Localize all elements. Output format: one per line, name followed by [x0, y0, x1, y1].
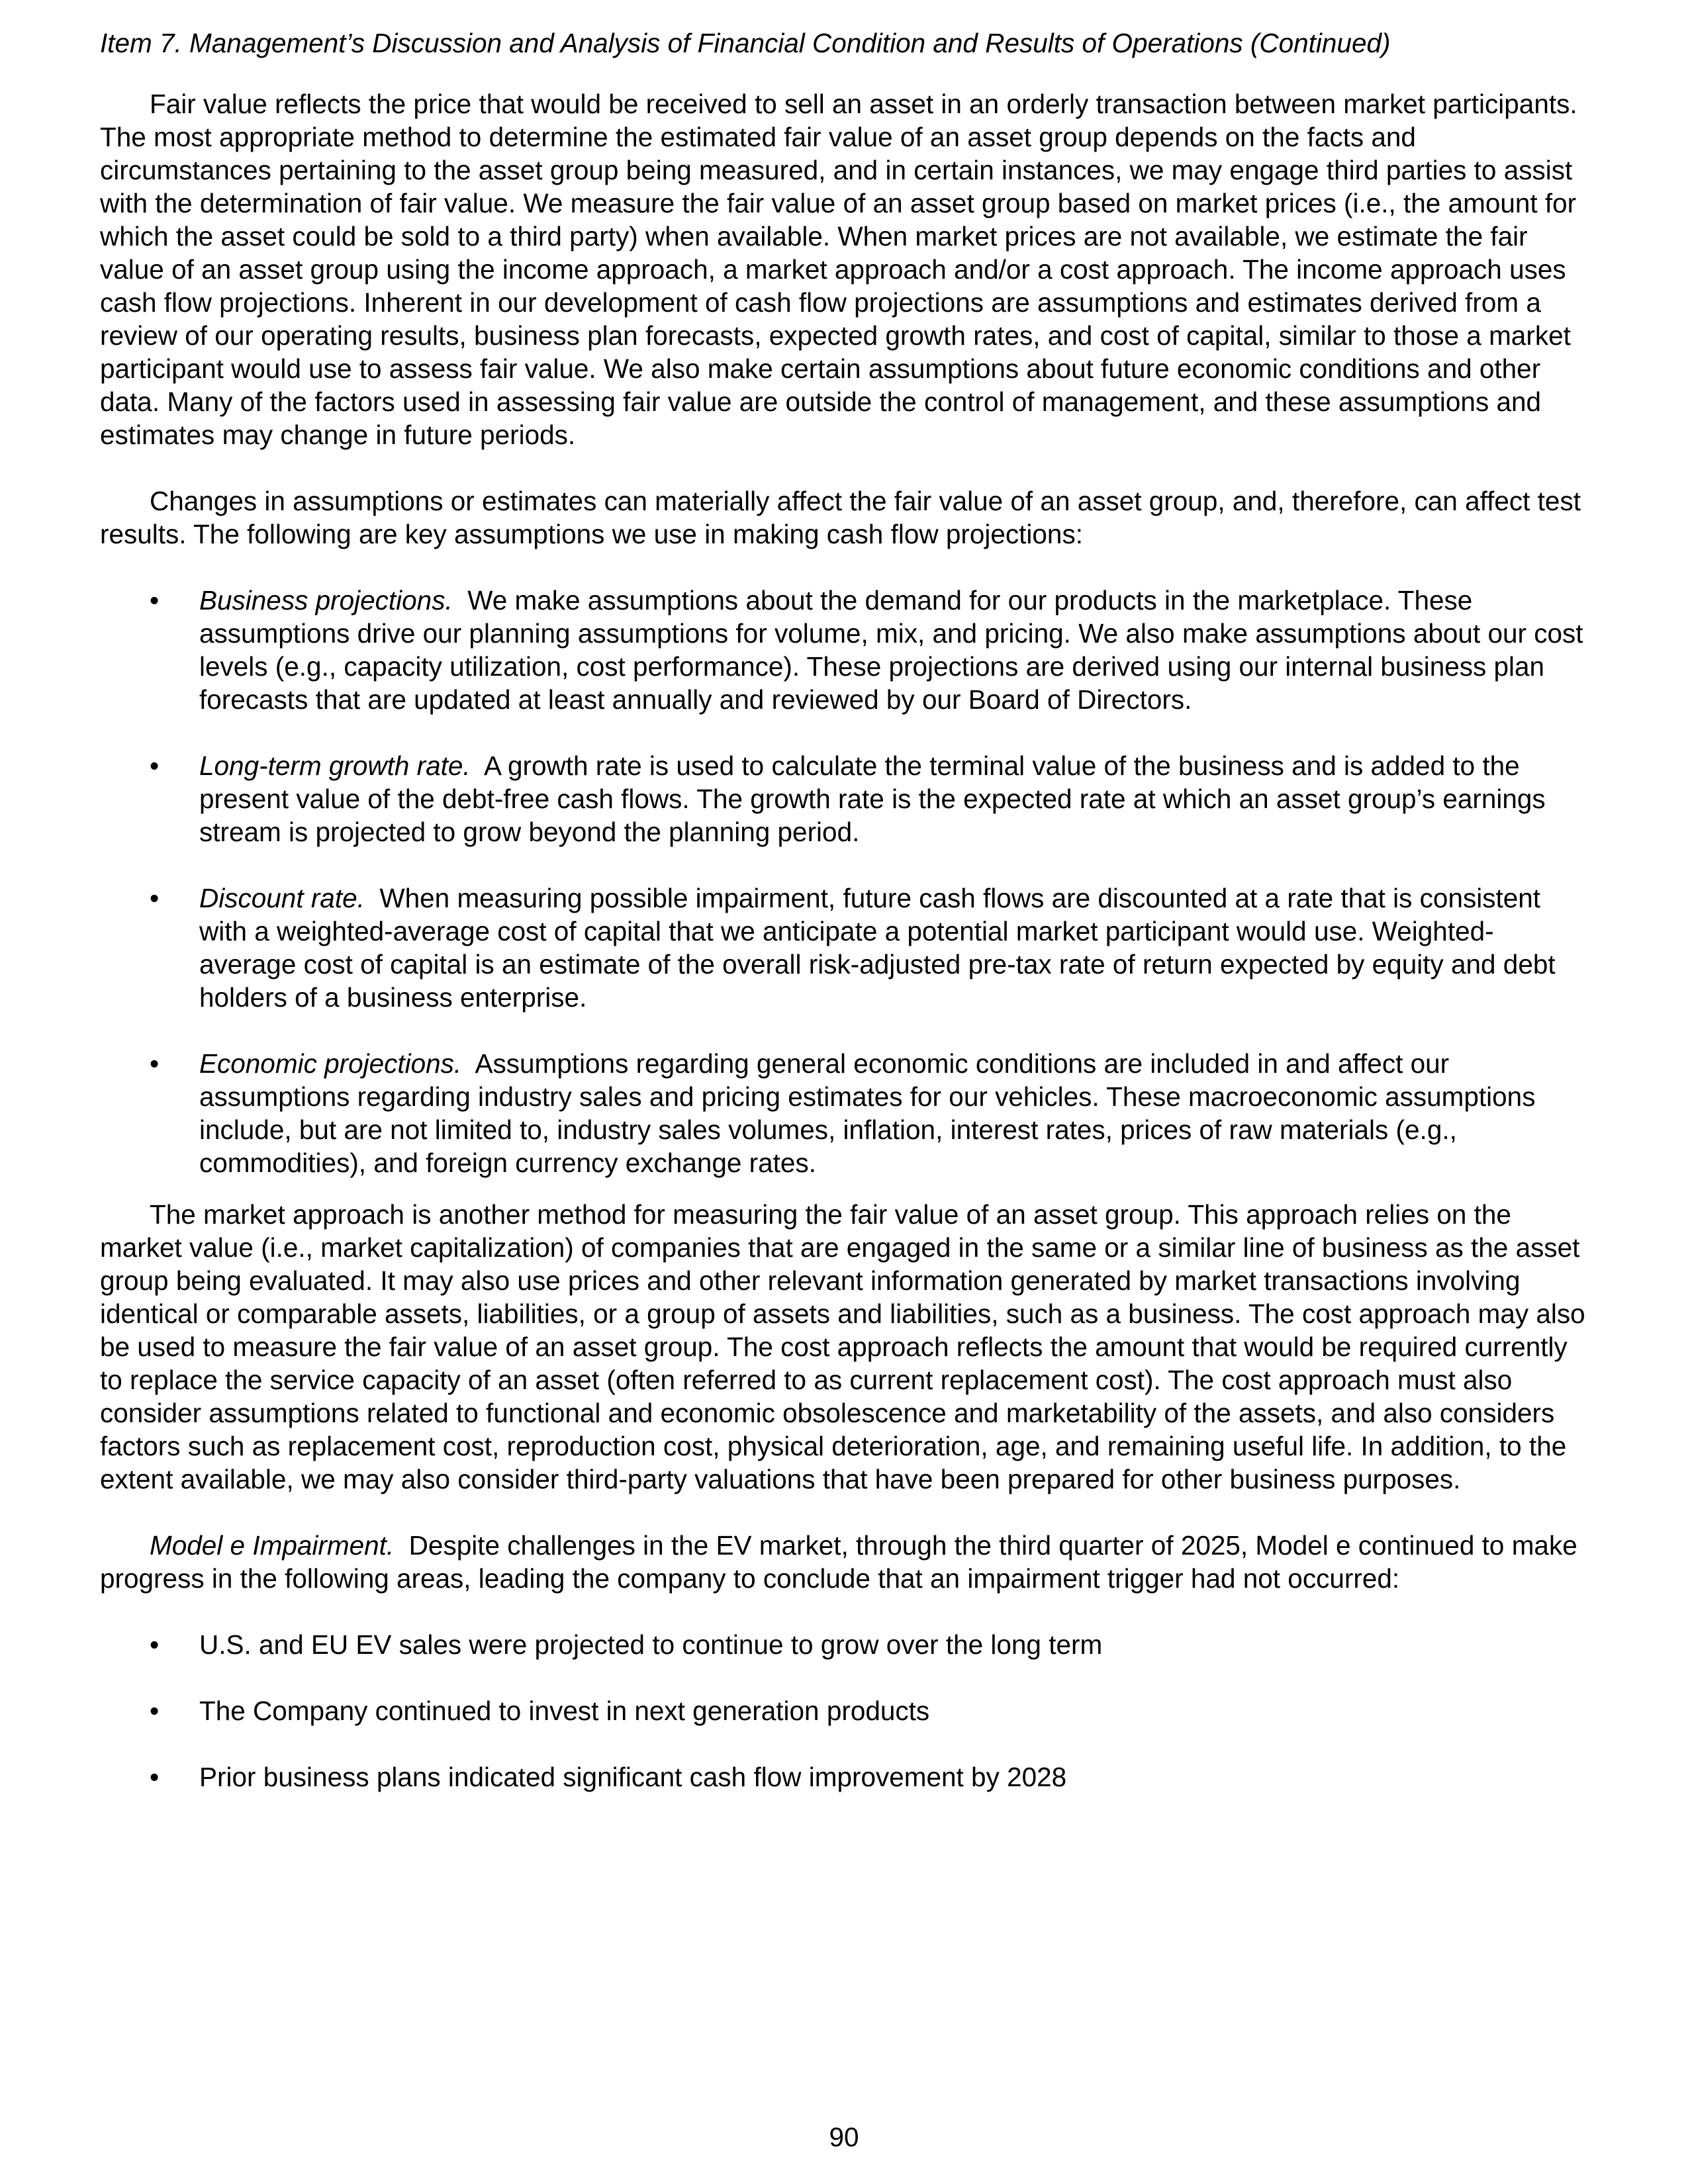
key-assumptions-list	[100, 584, 1589, 1179]
model-e-list	[100, 1628, 1589, 1794]
assumption-text: When measuring possible impairment, future cash flows are discounted at a rate that is consistent with a weighted-average cost of capital that we anticipate a potential market participant would use. Weighted-average cost of capital is an estimate of the overall risk-adjusted pre-tax rate of return expected by equity and debt holders of a business enterprise.	[199, 883, 1556, 1013]
list-item	[100, 584, 1589, 716]
assumption-term: Discount rate.	[199, 883, 365, 913]
assumptions-intro-paragraph: Changes in assumptions or estimates can materially affect the fair value of an asset group, and, therefore, can affect test results. The following are key assumptions we use in making cash flow projections:	[100, 486, 1581, 549]
list-item	[100, 1628, 1589, 1661]
bullet-glyph: •	[150, 1629, 160, 1660]
document-page	[100, 26, 1589, 1827]
model-e-bullet-text: U.S. and EU EV sales were projected to continue to grow over the long term	[199, 1629, 1103, 1660]
section-header: Item 7. Management’s Discussion and Analysis of Financial Condition and Results of Operations (Continued)	[100, 28, 1391, 58]
list-item	[100, 1760, 1589, 1794]
list-item	[100, 1694, 1589, 1727]
assumption-text: Assumptions regarding general economic conditions are included in and affect our assumptions regarding industry sales and pricing estimates for our vehicles. These macroeconomic assumptions include, but are not limited to, industry sales volumes, inflation, interest rates, prices of raw materials (e.g., commodities), and foreign currency exchange rates.	[199, 1048, 1536, 1178]
bullet-glyph: •	[150, 1696, 160, 1726]
bullet-glyph: •	[150, 1048, 160, 1079]
model-e-bullet-text: Prior business plans indicated significant cash flow improvement by 2028	[199, 1762, 1067, 1792]
assumption-term: Business projections.	[199, 585, 453, 615]
model-e-paragraph	[100, 1529, 1589, 1595]
list-item	[100, 882, 1589, 1014]
bullet-glyph: •	[150, 585, 160, 615]
assumption-term: Long-term growth rate.	[199, 751, 471, 781]
fair-value-paragraph: Fair value reflects the price that would be received to sell an asset in an orderly transaction between market participants. The most appropriate method to determine the estimated fair value of an asset group depends on the facts and circumstances pertaining to the asset group being measured, and in certain instances, we may engage third parties to assist with the determination of fair value. We measure the fair value of an asset group based on market prices (i.e., the amount for which the asset could be sold to a third party) when available. When market prices are not available, we estimate the fair value of an asset group using the income approach, a market approach and/or a cost approach. The income approach uses cash flow projections. Inherent in our development of cash flow projections are assumptions and estimates derived from a review of our operating results, business plan forecasts, expected growth rates, and cost of capital, similar to those a market participant would use to assess fair value. We also make certain assumptions about future economic conditions and other data. Many of the factors used in assessing fair value are outside the control of management, and these assumptions and estimates may change in future periods.	[100, 89, 1577, 450]
assumption-text: We make assumptions about the demand for our products in the marketplace. These assumptions drive our planning assumptions for volume, mix, and pricing. We also make assumptions about our cost levels (e.g., capacity utilization, cost performance). These projections are derived using our internal business plan forecasts that are updated at least annually and reviewed by our Board of Directors.	[199, 585, 1583, 715]
list-item	[100, 1047, 1589, 1179]
model-e-bullet-text: The Company continued to invest in next generation products	[199, 1696, 930, 1726]
list-item	[100, 749, 1589, 848]
model-e-text: Despite challenges in the EV market, through the third quarter of 2025, Model e continued to make progress in the following areas, leading the company to conclude that an impairment trigger had not occurred:	[100, 1530, 1577, 1594]
market-approach-paragraph: The market approach is another method for measuring the fair value of an asset group. This approach relies on the market value (i.e., market capitalization) of companies that are engaged in the same or a similar line of business as the asset group being evaluated. It may also use prices and other relevant information generated by market transactions involving identical or comparable assets, liabilities, or a group of assets and liabilities, such as a business. The cost approach may also be used to measure the fair value of an asset group. The cost approach reflects the amount that would be required currently to replace the service capacity of an asset (often referred to as current replacement cost). The cost approach must also consider assumptions related to functional and economic obsolescence and marketability of the assets, and also considers factors such as replacement cost, reproduction cost, physical deterioration, age, and remaining useful life. In addition, to the extent available, we may also consider third-party valuations that have been prepared for other business purposes.	[100, 1199, 1585, 1494]
bullet-glyph: •	[150, 751, 160, 781]
model-e-term: Model e Impairment.	[150, 1530, 395, 1561]
page-number: 90	[829, 2122, 859, 2152]
bullet-glyph: •	[150, 883, 160, 913]
assumption-text: A growth rate is used to calculate the terminal value of the business and is added to the present value of the debt-free cash flows. The growth rate is the expected rate at which an asset group’s earnings stream is projected to grow beyond the planning period.	[199, 751, 1546, 847]
assumption-term: Economic projections.	[199, 1048, 462, 1079]
bullet-glyph: •	[150, 1762, 160, 1792]
